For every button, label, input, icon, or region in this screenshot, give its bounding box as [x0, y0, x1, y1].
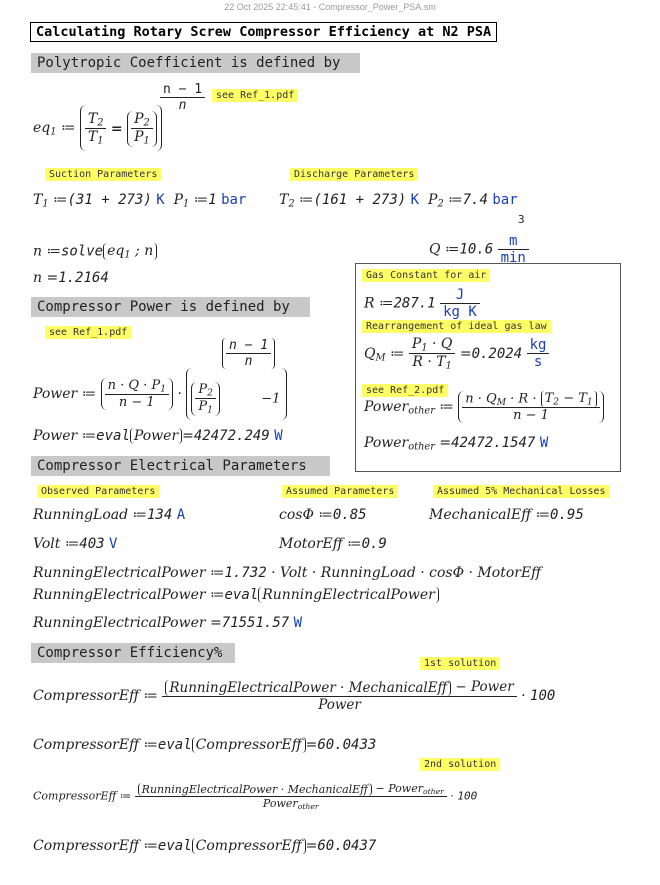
assumed-mech-label: Assumed 5% Mechanical Losses	[433, 485, 610, 498]
power-exponent: $\frac{n - 1}{n}$	[222, 338, 275, 369]
eq1-definition[interactable]: $eq_1$ ≔ $\frac{T_2}{T_1}$ = $\frac{P_2}{P_1}$	[33, 105, 162, 151]
suction-label: Suction Parameters	[45, 168, 161, 181]
power-eval: Power ≔eval Power =42472.249 W	[33, 428, 283, 444]
running-load-definition[interactable]: RunningLoad ≔134 A	[33, 507, 186, 523]
section-electrical: Compressor Electrical Parameters	[31, 456, 330, 476]
discharge-label: Discharge Parameters	[290, 168, 418, 181]
power-other-definition[interactable]: Power$_{other}$ ≔ $\frac{n \cdot Q_M \cdot R \cdot T_2 - T_1}{n - 1}$	[364, 385, 604, 423]
QM-definition[interactable]: $Q_M$ ≔ $\frac{P_1 \cdot Q}{R \cdot T_1}$ =0.2024 $\frac{kg}{s}$	[364, 336, 549, 372]
document-title: Calculating Rotary Screw Compressor Efficiency at N2 PSA	[30, 22, 497, 42]
cosphi-definition[interactable]: cosΦ ≔0.85	[279, 507, 367, 523]
section-compressor-power: Compressor Power is defined by	[31, 297, 310, 317]
rep-result: RunningElectricalPower =71551.57 W	[33, 615, 303, 631]
power-other-result: Power$_{other}$ =42472.1547 W	[364, 435, 549, 453]
gas-constant-label: Gas Constant for air	[362, 269, 490, 282]
Q-unit-exponent: 3	[518, 213, 525, 226]
rearrangement-label: Rearrangement of ideal gas law	[362, 320, 551, 333]
n-solve[interactable]: n ≔solve $eq_1$ ; n	[33, 243, 157, 260]
T1-definition[interactable]: $T_1$ ≔(31 + 273) K $P_1$ ≔1 bar	[33, 192, 247, 210]
second-solution-label: 2nd solution	[420, 758, 500, 771]
assumed-label: Assumed Parameters	[282, 485, 398, 498]
motor-eff-definition[interactable]: MotorEff ≔0.9	[279, 536, 387, 552]
T2-definition[interactable]: $T_2$ ≔(161 + 273) K $P_2$ ≔7.4 bar	[279, 192, 518, 210]
section-polytropic: Polytropic Coefficient is defined by	[31, 53, 360, 73]
eff1-definition[interactable]: CompressorEff ≔ $\frac{\text{RunningElectricalPower · MechanicalEff − Power}}{\text{Power}}$ · 100	[33, 679, 556, 713]
rep-eval[interactable]: RunningElectricalPower ≔eval RunningElectricalPower	[33, 587, 439, 603]
R-definition[interactable]: R ≔287.1 $\frac{J}{\text{kg K}}$	[364, 287, 480, 320]
eff2-eval: CompressorEff ≔eval CompressorEff =60.0437	[33, 838, 377, 854]
section-efficiency: Compressor Efficiency%	[31, 643, 235, 663]
power-definition[interactable]: Power ≔ $\frac{n \cdot Q \cdot P_1}{n - 1}$ · $\frac{P_2}{P_1}$ −1	[33, 368, 287, 420]
mech-eff-definition[interactable]: MechanicalEff ≔0.95	[429, 507, 584, 523]
eff2-definition[interactable]: CompressorEff ≔ $\frac{RunningElectricalPower \cdot MechanicalEff - Power_{other}}{Power_{other}}$ · 100	[33, 782, 478, 811]
eff1-eval: CompressorEff ≔eval CompressorEff =60.0433	[33, 737, 377, 753]
rep-definition[interactable]: RunningElectricalPower ≔1.732 · Volt · RunningLoad · cosΦ · MotorEff	[33, 565, 542, 581]
volt-definition[interactable]: Volt ≔403 V	[33, 536, 118, 552]
eq1-exponent: $\frac{n - 1}{n}$	[160, 82, 205, 113]
document-header: 22 Oct 2025 22:45:41 - Compressor_Power_PSA.sm	[224, 2, 436, 12]
ref2-note: see Ref_2.pdf	[362, 384, 448, 397]
ref1-note-b: see Ref_1.pdf	[45, 326, 131, 339]
Q-definition[interactable]: Q ≔10.6 $\frac{m}{\min}$	[429, 233, 529, 266]
n-result: n =1.2164	[33, 270, 109, 286]
ref1-note-a: see Ref_1.pdf	[212, 89, 298, 102]
observed-label: Observed Parameters	[37, 485, 159, 498]
first-solution-label: 1st solution	[420, 657, 500, 670]
